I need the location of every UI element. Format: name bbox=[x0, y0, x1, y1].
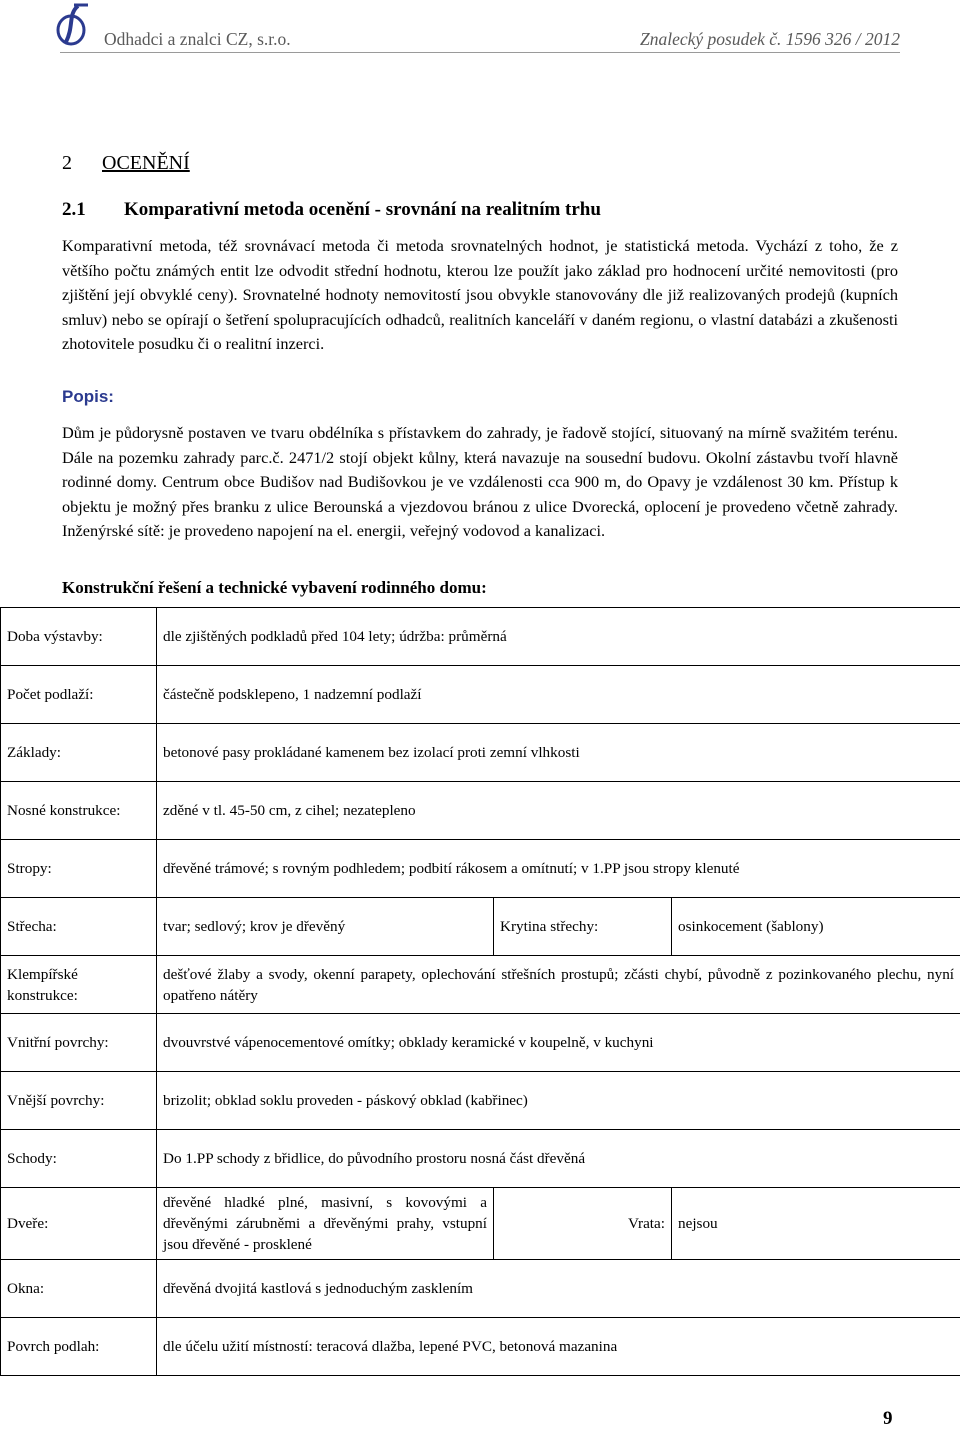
label-krytina: Krytina střechy: bbox=[494, 898, 672, 956]
table-row bbox=[1, 956, 960, 1014]
label-vrata: Vrata: bbox=[494, 1188, 672, 1260]
label-klempirske: Klempířské konstrukce: bbox=[1, 956, 157, 1014]
subsection-title: Komparativní metoda ocenění - srovnání na realitním trhu bbox=[124, 199, 601, 220]
value-doba: dle zjištěných podkladů před 104 lety; údržba: průměrná bbox=[157, 608, 960, 666]
company-logo bbox=[56, 2, 96, 46]
section-heading bbox=[62, 152, 190, 175]
table-row bbox=[1, 666, 960, 724]
value-vnitrni: dvouvrstvé vápenocementové omítky; obklady keramické v koupelně, v kuchyni bbox=[157, 1014, 960, 1072]
label-podlazi: Počet podlaží: bbox=[1, 666, 157, 724]
table-row bbox=[1, 1072, 960, 1130]
label-zaklady: Základy: bbox=[1, 724, 157, 782]
construction-table bbox=[0, 607, 960, 1376]
value-podlahy: dle účelu užití místností: teracová dlažba, lepené PVC, betonová mazanina bbox=[157, 1318, 960, 1376]
table-row bbox=[1, 1188, 960, 1260]
section-number: 2 bbox=[62, 152, 72, 174]
value-podlazi: částečně podsklepeno, 1 nadzemní podlaží bbox=[157, 666, 960, 724]
subsection-number: 2.1 bbox=[62, 199, 86, 220]
table-row bbox=[1, 1260, 960, 1318]
table-row bbox=[1, 898, 960, 956]
table-row bbox=[1, 1014, 960, 1072]
header-report-number: Znalecký posudek č. 1596 326 / 2012 bbox=[639, 29, 900, 49]
table-row bbox=[1, 840, 960, 898]
label-nosne: Nosné konstrukce: bbox=[1, 782, 157, 840]
label-stropy: Stropy: bbox=[1, 840, 157, 898]
value-vrata: nejsou bbox=[672, 1188, 960, 1260]
page-header bbox=[0, 0, 960, 60]
table-row bbox=[1, 608, 960, 666]
value-klempirske: dešťové žlaby a svody, okenní parapety, oplechování střešních prostupů; zčásti chybí, původně z pozinkovaného plechu, nyní opatřeno nátěry bbox=[157, 956, 960, 1014]
value-vnejsi: brizolit; obklad soklu proveden - páskový obklad (kabřinec) bbox=[157, 1072, 960, 1130]
value-dvere: dřevěné hladké plné, masivní, s kovovými a dřevěnými zárubněmi a dřevěnými prahy, vstupní jsou dřevěné - prosklené bbox=[157, 1188, 494, 1260]
value-stropy: dřevěné trámové; s rovným podhledem; podbití rákosem a omítnutí; v 1.PP jsou stropy klenuté bbox=[157, 840, 960, 898]
label-vnitrni: Vnitřní povrchy: bbox=[1, 1014, 157, 1072]
value-zaklady: betonové pasy prokládané kamenem bez izolací proti zemní vlhkosti bbox=[157, 724, 960, 782]
section-title: OCENĚNÍ bbox=[102, 152, 190, 174]
table-row bbox=[1, 724, 960, 782]
label-schody: Schody: bbox=[1, 1130, 157, 1188]
label-doba: Doba výstavby: bbox=[1, 608, 157, 666]
table-row bbox=[1, 782, 960, 840]
label-okna: Okna: bbox=[1, 1260, 157, 1318]
label-podlahy: Povrch podlah: bbox=[1, 1318, 157, 1376]
construction-title: Konstrukční řešení a technické vybavení rodinného domu: bbox=[62, 578, 487, 597]
popis-label: Popis: bbox=[62, 387, 114, 406]
popis-paragraph: Dům je půdorysně postaven ve tvaru obdélníka s přístavkem do zahrady, je řadově stojící, situovaný na mírně svažitém terénu. Dále na pozemku zahrady parc.č. 2471/2 stojí objekt kůlny, která navazuje na sousední budovu. Okolní zástavbu tvoří hlavně rodinné domy. Centrum obce Budišov nad Budišovkou je ve vzdálenosti cca 900 m, do Opavy je vzdálenost 30 km. Přístup k objektu je možný přes branku z ulice Berounská a vjezdovou bránou z ulice Dvorecká, oplocení je provedeno včetně zahrady. Inženýrské sítě: je provedeno napojení na el. energii, veřejný vodovod a kanalizaci. bbox=[62, 423, 898, 540]
header-company: Odhadci a znalci CZ, s.r.o. bbox=[104, 29, 291, 49]
header-divider bbox=[60, 52, 900, 53]
page-number: 9 bbox=[883, 1408, 893, 1429]
value-okna: dřevěná dvojitá kastlová s jednoduchým zasklením bbox=[157, 1260, 960, 1318]
label-vnejsi: Vnější povrchy: bbox=[1, 1072, 157, 1130]
subsection-heading bbox=[62, 199, 601, 221]
value-krytina: osinkocement (šablony) bbox=[672, 898, 960, 956]
label-dvere: Dveře: bbox=[1, 1188, 157, 1260]
table-row bbox=[1, 1318, 960, 1376]
value-nosne: zděné v tl. 45-50 cm, z cihel; nezatepleno bbox=[157, 782, 960, 840]
value-schody: Do 1.PP schody z břidlice, do původního prostoru nosná část dřevěná bbox=[157, 1130, 960, 1188]
value-strecha: tvar; sedlový; krov je dřevěný bbox=[157, 898, 494, 956]
intro-paragraph: Komparativní metoda, též srovnávací metoda či metoda srovnatelných hodnot, je statistická metoda. Vychází z toho, že z většího počtu známých entit lze odvodit střední hodnotu, kterou lze použít jako základ pro hodnocení určité nemovitosti (pro zjištění její obvyklé ceny). Srovnatelné hodnoty nemovitostí jsou obvykle stanovovány dle již realizovaných prodejů (kupních smluv) nebo se opírají o šetření spolupracujících odhadců, realitních kanceláří v daném regionu, o vlastní databázi a zkušenosti zhotovitele posudku či o realitní inzerci. bbox=[62, 236, 898, 353]
table-row bbox=[1, 1130, 960, 1188]
label-strecha: Střecha: bbox=[1, 898, 157, 956]
